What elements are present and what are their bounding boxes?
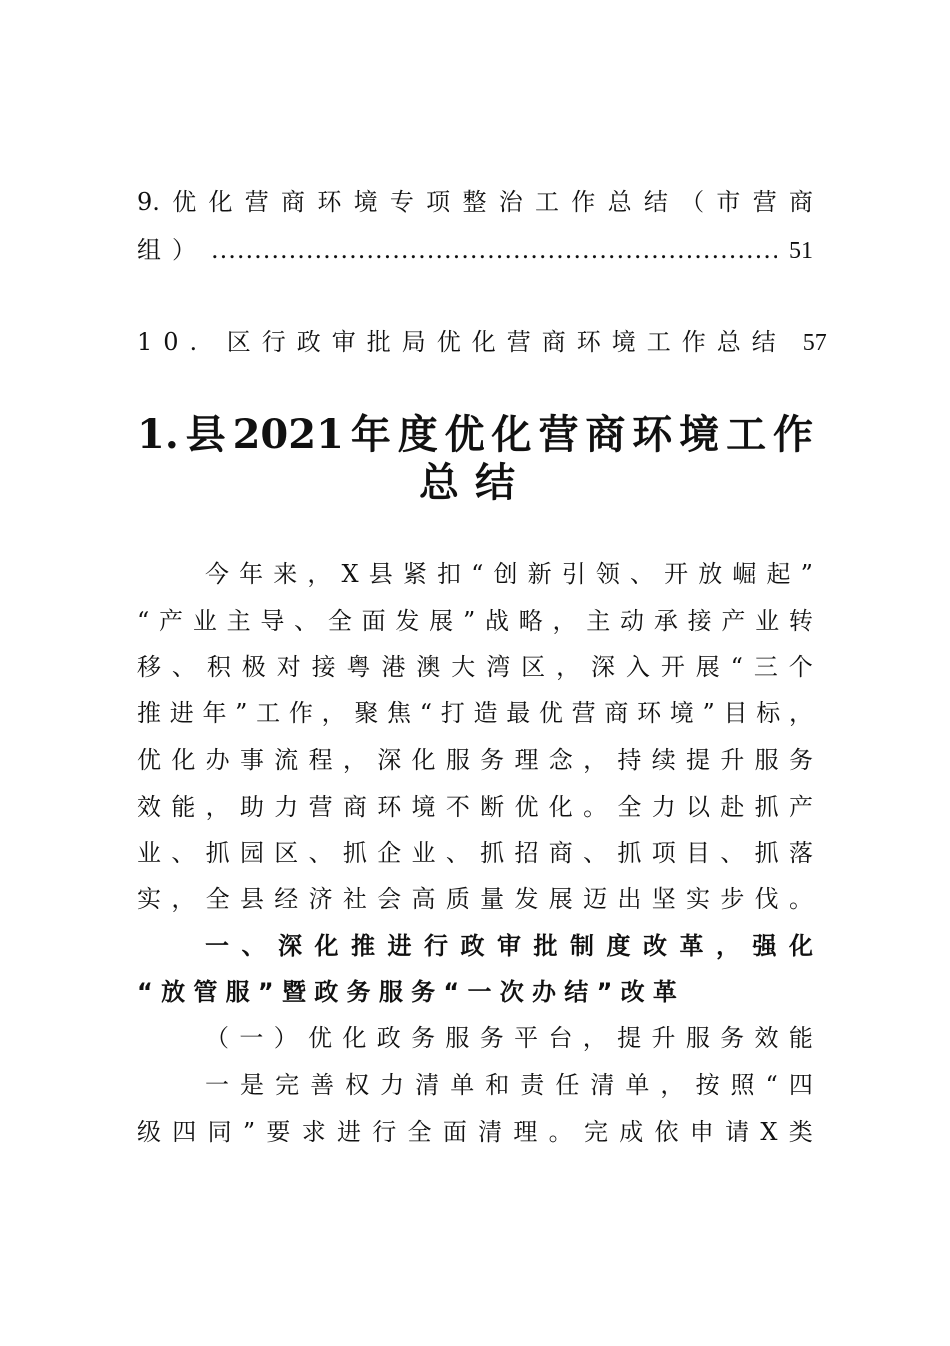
body-line: 今 年 来 ， X 县 紧 扣 “ 创 新 引 领 、 开 放 崛 起 ” xyxy=(205,560,813,588)
subheading-1: （ 一 ） 优 化 政 务 服 务 平 台 ， 提 升 服 务 效 能 xyxy=(205,1024,813,1052)
body-line: “ 产 业 主 导 、 全 面 发 展 ” 战 略 ， 主 动 承 接 产 业 转 xyxy=(137,607,813,635)
section-title-line2: 总结 xyxy=(419,459,531,506)
body-line: 移 、 积 极 对 接 粤 港 澳 大 湾 区 ， 深 入 开 展 “ 三 个 xyxy=(137,653,813,681)
toc-item-9-label: 组） xyxy=(137,236,207,264)
body-line: 优 化 办 事 流 程 ， 深 化 服 务 理 念 ， 持 续 提 升 服 务 xyxy=(137,746,813,774)
section-title-line1: 1. 县 2021 年 度 优 化 营 商 环 境 工 作 xyxy=(137,411,813,458)
body-line: 级 四 同 ” 要 求 进 行 全 面 清 理 。 完 成 依 申 请 X 类 xyxy=(137,1118,813,1146)
toc-item-10-page: 57 xyxy=(802,330,827,356)
body-line: 业 、 抓 园 区 、 抓 企 业 、 抓 招 商 、 抓 项 目 、 抓 落 xyxy=(137,839,813,867)
toc-item-9-line1[interactable]: 9. 优 化 营 商 环 境 专 项 整 治 工 作 总 结 （ 市 营 商 xyxy=(137,188,813,216)
heading-1-line2: “ 放 管 服 ” 暨 政 务 服 务 “ 一 次 办 结 ” 改 革 xyxy=(137,978,677,1006)
toc-item-10[interactable] xyxy=(137,327,827,358)
toc-item-9-page: 51 xyxy=(789,238,813,264)
toc-item-10-label: 10. 区行政审批局优化营商环境工作总结 xyxy=(137,328,787,356)
body-line: 效 能 ， 助 力 营 商 环 境 不 断 优 化 。 全 力 以 赴 抓 产 xyxy=(137,793,813,821)
body-line: 实 ， 全 县 经 济 社 会 高 质 量 发 展 迈 出 坚 实 步 伐 。 xyxy=(137,885,813,913)
toc-item-9-line2[interactable] xyxy=(137,235,813,266)
body-line: 推 进 年 ” 工 作 ， 聚 焦 “ 打 造 最 优 营 商 环 境 ” 目 标 ， xyxy=(137,699,813,727)
toc-leader-dots xyxy=(211,235,777,265)
body-line: 一 是 完 善 权 力 清 单 和 责 任 清 单 ， 按 照 “ 四 xyxy=(205,1071,813,1099)
heading-1-line1: 一 、 深 化 推 进 行 政 审 批 制 度 改 革 ， 强 化 xyxy=(205,932,813,960)
